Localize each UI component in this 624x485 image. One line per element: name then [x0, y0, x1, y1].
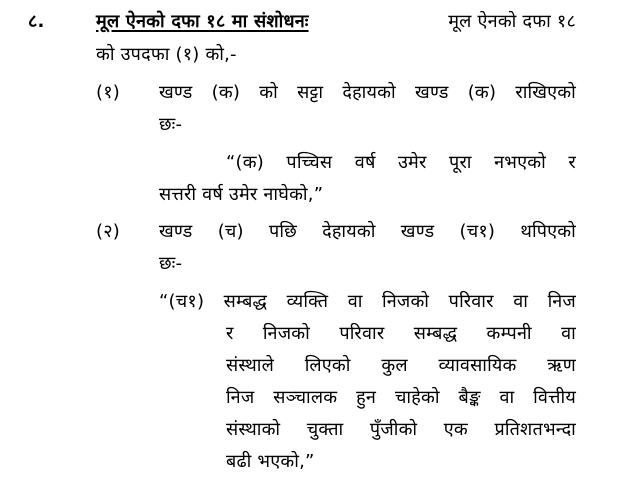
- item-1-line-2: छः-: [159, 114, 183, 135]
- section-heading: मूल ऐनको दफा १८ मा संशोधनः: [96, 11, 309, 32]
- section-number: ८.: [28, 11, 45, 32]
- item-2-number: (२): [96, 221, 121, 242]
- section-intro-line-2: को उपदफा (१) को,-: [96, 44, 237, 65]
- item-2-quote-line-3: संस्थाले लिएको कुल व्यावसायिक ऋण: [226, 355, 576, 376]
- item-2-quote-line-5: संस्थाको चुक्ता पुँजीको एक प्रतिशतभन्दा: [226, 419, 576, 440]
- item-1-quote-line-2: सत्तरी वर्ष उमेर नाघेको,”: [159, 184, 324, 205]
- item-2-quote-line-1: “(च१) सम्बद्ध व्यक्ति वा निजको परिवार वा निज: [159, 291, 576, 312]
- item-2-line-1: खण्ड (च) पछि देहायको खण्ड (च१) थपिएको: [159, 221, 576, 242]
- item-2-quote-line-2: र निजको परिवार सम्बद्ध कम्पनी वा: [226, 323, 576, 344]
- item-2-line-2: छः-: [159, 253, 183, 274]
- item-1-number: (१): [96, 82, 121, 103]
- item-2-quote-line-6: बढी भएको,”: [226, 451, 315, 472]
- item-2-quote-line-4: निज सञ्चालक हुन चाहेको बैङ्क वा वित्तीय: [226, 387, 576, 408]
- item-1-quote-line-1: “(क) पच्चिस वर्ष उमेर पूरा नभएको र: [226, 152, 576, 173]
- section-intro-line-1: मूल ऐनको दफा १८: [448, 11, 576, 32]
- item-1-line-1: खण्ड (क) को सट्टा देहायको खण्ड (क) राखिएको: [159, 82, 576, 103]
